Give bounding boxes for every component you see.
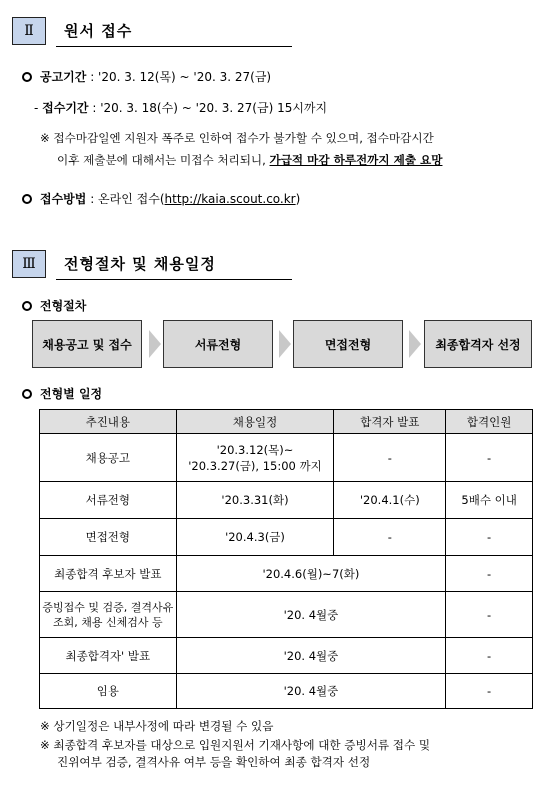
deadline-note-line1: ※ 접수마감일엔 지원자 폭주로 인하여 접수가 불가할 수 있으며, 접수마감시간 — [40, 131, 434, 145]
table-row: 채용공고 '20.3.12(목)~ '20.3.27(금), 15:00 까지 - - — [40, 434, 533, 482]
announce-period: 공고기간 : '20. 3. 12(목) ~ '20. 3. 27(금) — [22, 68, 271, 85]
section-2-title: 원서 접수 — [64, 22, 133, 40]
application-link[interactable]: http://kaia.scout.co.kr — [164, 192, 296, 206]
step-recruit-notice: 채용공고 및 접수 — [32, 320, 142, 368]
schedule-note-2-line2: 진위여부 검증, 결격사유 여부 등을 확인하여 최종 합격자 선정 — [57, 755, 371, 769]
table-row: 임용 '20. 4월중 - — [40, 674, 533, 709]
deadline-note-line2: 이후 제출분에 대해서는 미접수 처리되니, 가급적 마감 하루전까지 제출 요망 — [57, 153, 443, 167]
section-3-title: 전형절차 및 채용일정 — [64, 255, 216, 273]
table-header: 추진내용 — [40, 410, 177, 434]
circle-bullet-icon — [22, 72, 32, 82]
circle-bullet-icon — [22, 301, 32, 311]
section-2-underline — [56, 46, 292, 47]
table-header: 채용일정 — [176, 410, 334, 434]
section-3-header — [12, 250, 292, 280]
step-interview: 면접전형 — [293, 320, 403, 368]
table-header-row — [40, 410, 533, 434]
schedule-label: 전형별 일정 — [22, 385, 102, 402]
receipt-period: - 접수기간 : '20. 3. 18(수) ~ '20. 3. 27(금) 15시까지 — [34, 101, 328, 115]
table-row: 서류전형 '20.3.31(화) '20.4.1(수) 5배수 이내 — [40, 482, 533, 519]
procedure-label: 전형절차 — [22, 297, 86, 314]
section-3-underline — [56, 279, 292, 280]
schedule-table — [39, 409, 533, 709]
section-2-number: Ⅱ — [12, 17, 46, 45]
table-header: 합격인원 — [446, 410, 533, 434]
arrow-right-icon — [279, 330, 291, 358]
deadline-emphasis: 가급적 마감 하루전까지 제출 요망 — [269, 153, 443, 167]
table-row: 증빙접수 및 검증, 결격사유 조회, 채용 신체검사 등 '20. 4월중 - — [40, 592, 533, 638]
schedule-note-1: ※ 상기일정은 내부사정에 따라 변경될 수 있음 — [40, 719, 274, 733]
table-row: 최종합격자' 발표 '20. 4월중 - — [40, 638, 533, 674]
table-row: 면접전형 '20.4.3(금) - - — [40, 519, 533, 556]
circle-bullet-icon — [22, 389, 32, 399]
procedure-flow — [32, 320, 532, 368]
table-header: 합격자 발표 — [334, 410, 446, 434]
section-2-header — [12, 17, 292, 47]
section-3-number: Ⅲ — [12, 250, 46, 278]
step-document-screening: 서류전형 — [163, 320, 273, 368]
table-row: 최종합격 후보자 발표 '20.4.6(월)~7(화) - — [40, 556, 533, 592]
arrow-right-icon — [409, 330, 421, 358]
step-final-selection: 최종합격자 선정 — [424, 320, 532, 368]
arrow-right-icon — [149, 330, 161, 358]
receipt-method: 접수방법 : 온라인 접수(http://kaia.scout.co.kr) — [22, 190, 300, 207]
schedule-note-2-line1: ※ 최종합격 후보자를 대상으로 입원지원서 기재사항에 대한 증빙서류 접수 및 — [40, 738, 431, 752]
circle-bullet-icon — [22, 194, 32, 204]
